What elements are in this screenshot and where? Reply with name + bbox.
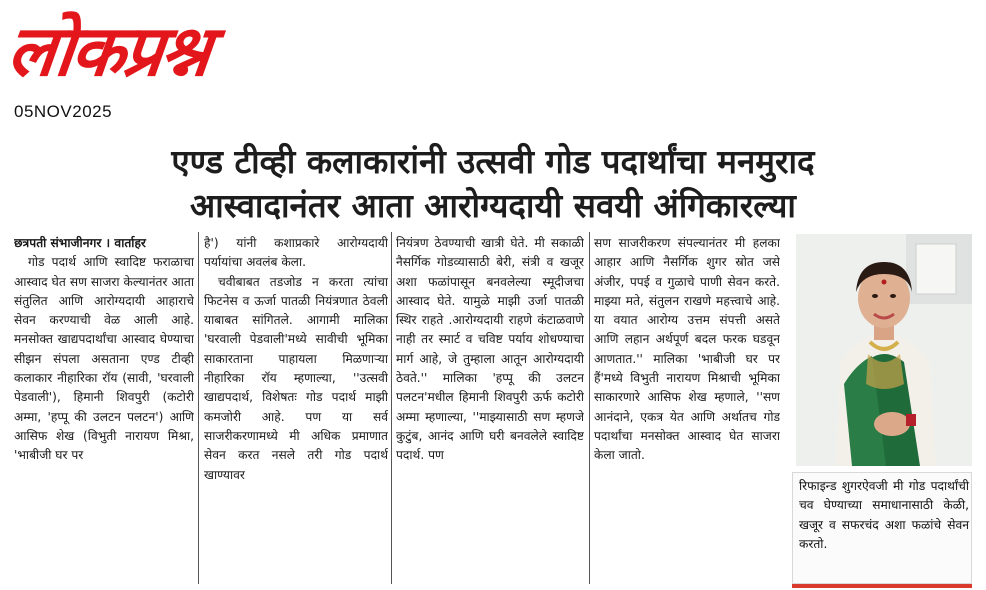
portrait-illustration	[796, 234, 972, 466]
headline-line-2: आस्वादानंतर आता आरोग्यदायी सवयी अंगिकारल्या	[190, 186, 796, 225]
article-column-1	[14, 234, 194, 584]
article-paragraph: गोड पदार्थ आणि स्वादिष्ट फराळाचा आस्वाद घेत सण साजरा केल्यानंतर आता संतुलित आणि आरोग्यदायी आहाराचे सेवन करण्याची वेळ आली आहे. मनसोक्त खाद्यपदार्थांचा आस्वाद घेण्याचा सीझन संपला असताना एण्ड टीव्ही कलाकार नीहारिका रॉय (सावी, 'घरवाली पेडवाली'), हिमानी शिवपुरी (कटोरी अम्मा, 'हप्पू की उलटन पलटन') आणि आसिफ शेख (विभुती नारायण मिश्रा, 'भाबीजी घर पर	[14, 255, 194, 463]
column-divider	[391, 232, 392, 584]
headline-line-1: एण्ड टीव्ही कलाकारांनी उत्सवी गोड पदार्थांचा मनमुराद	[171, 142, 815, 181]
column-divider	[198, 232, 199, 584]
article-dateline: छत्रपती संभाजीनगर । वार्ताहर	[14, 236, 146, 250]
article-paragraph: चवीबाबत तडजोड न करता त्यांचा फिटनेस व ऊर्जा पातळी नियंत्रणात ठेवली याबाबत सांगितले. आगामी मालिका 'घरवाली पेडवाली'मध्ये सावीची भूमिका साकारताना पाहायला मिळणाऱ्या नीहारिका रॉय म्हणाल्या, ''उत्सवी खाद्यपदार्थ, विशेषतः गोड पदार्थ माझी कमजोरी आहे. पण या सर्व साजरीकरणामध्ये मी अधिक प्रमाणात सेवन करत नसले तरी गोड पदार्थ खाण्यावर	[204, 274, 388, 482]
article-column-4	[594, 234, 780, 584]
article-paragraph: सण साजरीकरण संपल्यानंतर मी हलका आहार आणि नैसर्गिक शुगर स्रोत जसे अंजीर, पपई व गुळाचे पाणी सेवन करते. माझ्या मते, संतुलन राखणे महत्त्वाचे आहे. या वयात आरोग्य उत्तम संपत्ती असते आणि लहान अर्थपूर्ण बदल फरक घडवून आणतात.'' मालिका 'भाबीजी घर पर हैं'मध्ये विभुती नारायण मिश्राची भूमिका साकारणारे आसिफ शेख म्हणाले, ''सण आनंदाने, एकत्र येत आणि अर्थातच गोड पदार्थांचा मनसोक्त आस्वाद घेत साजरा केला जातो.	[594, 236, 780, 463]
headline	[14, 140, 972, 228]
caption-accent-bar	[792, 584, 972, 588]
edition-date: 05NOV2025	[14, 102, 113, 121]
article-paragraph: है') यांनी कशाप्रकारे आरोग्यदायी पर्यायांचा अवलंब केला.	[204, 236, 388, 270]
column-divider	[589, 232, 590, 584]
article-column-3	[396, 234, 584, 584]
masthead-logo: लोकप्रश्न	[3, 10, 213, 92]
article-paragraph: नियंत्रण ठेवण्याची खात्री घेते. मी सकाळी नैसर्गिक गोडव्यासाठी बेरी, संत्री व खजूर अशा फळांपासून बनवलेल्या स्मूदीजचा आस्वाद घेते. यामुळे माझी उर्जा पातळी स्थिर राहते .आरोग्यदायी राहणे कंटाळवाणे नाही तर स्मार्ट व चविष्ट पर्याय शोधण्याचा मार्ग आहे, जे तुम्हाला आतून आरोग्यदायी ठेवते.'' मालिका 'हप्पू की उलटन पलटन'मधील हिमानी शिवपुरी ऊर्फ कटोरी अम्मा म्हणाल्या, ''माझ्यासाठी सण म्हणजे कुटुंब, आनंद आणि घरी बनवलेले स्वादिष्ट पदार्थ. पण	[396, 236, 584, 463]
article-column-2	[204, 234, 388, 584]
actress-photo	[796, 234, 972, 466]
photo-caption: रिफाइन्ड शुगरऐवजी मी गोड पदार्थांची चव घेण्याच्या समाधानासाठी केळी, खजूर व सफरचंद अशा फळांचे सेवन करतो.	[792, 472, 972, 584]
